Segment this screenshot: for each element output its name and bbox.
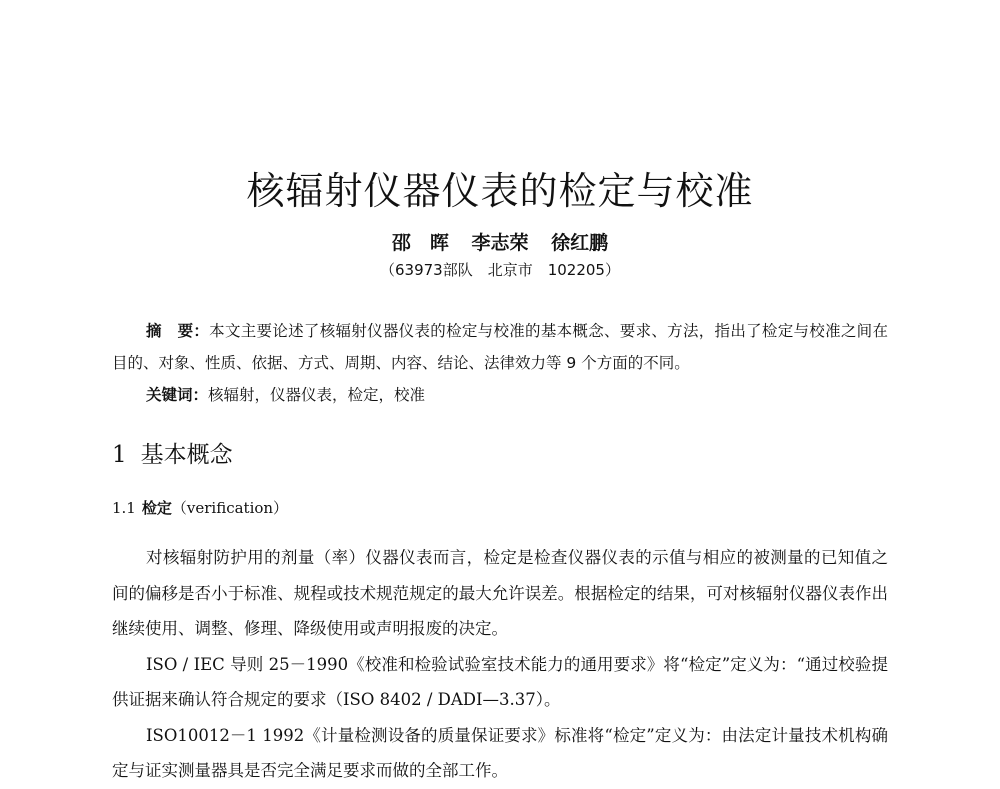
section-title: 基本概念 xyxy=(140,442,233,468)
keywords-label: 关键词： xyxy=(146,386,209,404)
abstract xyxy=(112,315,888,379)
keywords xyxy=(146,379,888,411)
author-list xyxy=(0,228,1000,255)
body-text xyxy=(112,540,888,789)
affiliation: （63973部队 北京市 102205） xyxy=(380,261,620,279)
subsection-title: 检定 xyxy=(141,499,172,517)
abstract-paragraph xyxy=(112,315,888,379)
paper-title: 核辐射仪器仪表的检定与校准 xyxy=(246,169,754,213)
body-paragraph: ISO / IEC 导则 25－1990《校准和检验试验室技术能力的通用要求》将“检定”定义为：“通过校验提供证据来确认符合规定的要求（ISO 8402 / DADI—3.37）。 xyxy=(112,654,888,709)
body-paragraph: ISO10012－1 1992《计量检测设备的质量保证要求》标准将“检定”定义为：由法定计量技术机构确定与证实测量器具是否完全满足要求而做的全部工作。 xyxy=(112,725,888,780)
author-name: 邵 晖 xyxy=(391,232,449,254)
author-name: 徐红鹏 xyxy=(551,232,609,254)
abstract-text: 本文主要论述了核辐射仪器仪表的检定与校准的基本概念、要求、方法，指出了检定与校准之间在目的、对象、性质、依据、方式、周期、内容、结论、法律效力等 9 个方面的不同。 xyxy=(112,322,888,372)
section-heading xyxy=(112,436,233,469)
abstract-label: 摘 要： xyxy=(146,322,210,340)
subsection-title-en: （verification） xyxy=(171,499,289,517)
author-name: 李志荣 xyxy=(471,232,529,254)
subsection-number: 1.1 xyxy=(112,499,136,517)
section-number: 1 xyxy=(112,442,127,468)
body-paragraph: 对核辐射防护用的剂量（率）仪器仪表而言，检定是检查仪器仪表的示值与相应的被测量的已知值之间的偏移是否小于标准、规程或技术规范规定的最大允许误差。根据检定的结果，可对核辐射仪器仪表作出继续使用、调整、修理、降级使用或声明报废的决定。 xyxy=(112,548,888,638)
keywords-text: 核辐射，仪器仪表，检定，校准 xyxy=(208,386,426,404)
subsection-heading xyxy=(112,497,288,518)
